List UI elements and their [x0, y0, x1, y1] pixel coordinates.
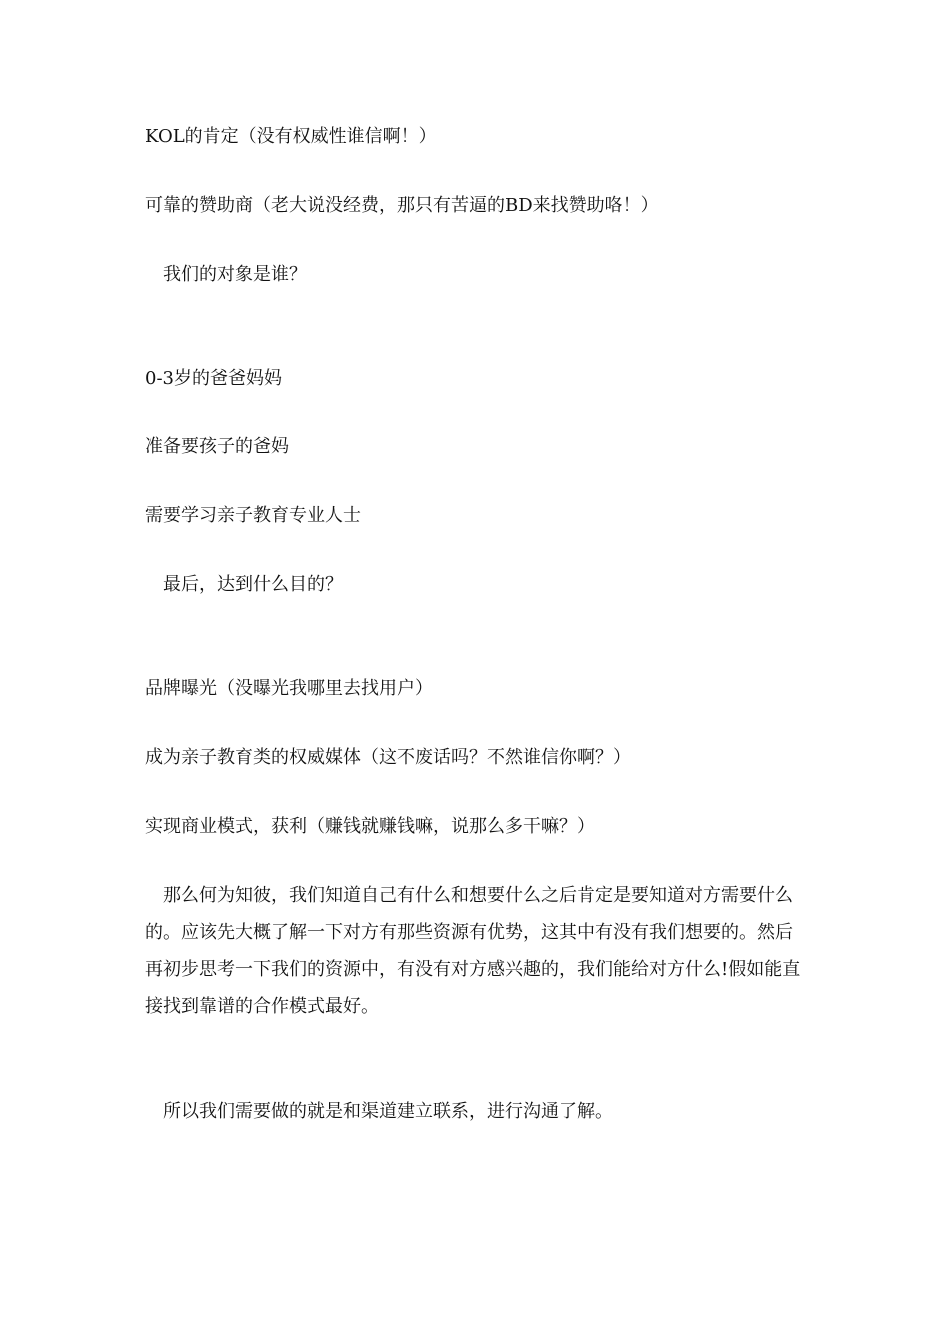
audience-item-prospective-parents: 准备要孩子的爸妈	[145, 436, 289, 457]
section-heading-audience: 我们的对象是谁？	[163, 264, 307, 285]
goal-item-authority-media: 成为亲子教育类的权威媒体（这不废话吗？不然谁信你啊？）	[145, 747, 631, 768]
audience-item-professionals: 需要学习亲子教育专业人士	[145, 505, 361, 526]
body-paragraph: 那么何为知彼，我们知道自己有什么和想要什么之后肯定是要知道对方需要什么的。应该先大概了解一下对方有那些资源有优势，这其中有没有我们想要的。然后再初步思考一下我们的资源中，有没有对方感兴趣的，我们能给对方什么!假如能直接找到靠谱的合作模式最好。	[145, 885, 801, 1017]
closing-line: 所以我们需要做的就是和渠道建立联系，进行沟通了解。	[163, 1101, 613, 1122]
goal-item-business-model: 实现商业模式，获利（赚钱就赚钱嘛，说那么多干嘛？）	[145, 816, 595, 837]
goal-item-brand-exposure: 品牌曝光（没曝光我哪里去找用户）	[145, 678, 433, 699]
audience-item-parents: 0-3岁的爸爸妈妈	[145, 368, 282, 389]
requirement-sponsor: 可靠的赞助商（老大说没经费，那只有苦逼的BD来找赞助咯！）	[145, 195, 659, 216]
requirement-kol: KOL的肯定（没有权威性谁信啊！）	[145, 126, 437, 147]
section-heading-goals: 最后，达到什么目的？	[163, 574, 343, 595]
